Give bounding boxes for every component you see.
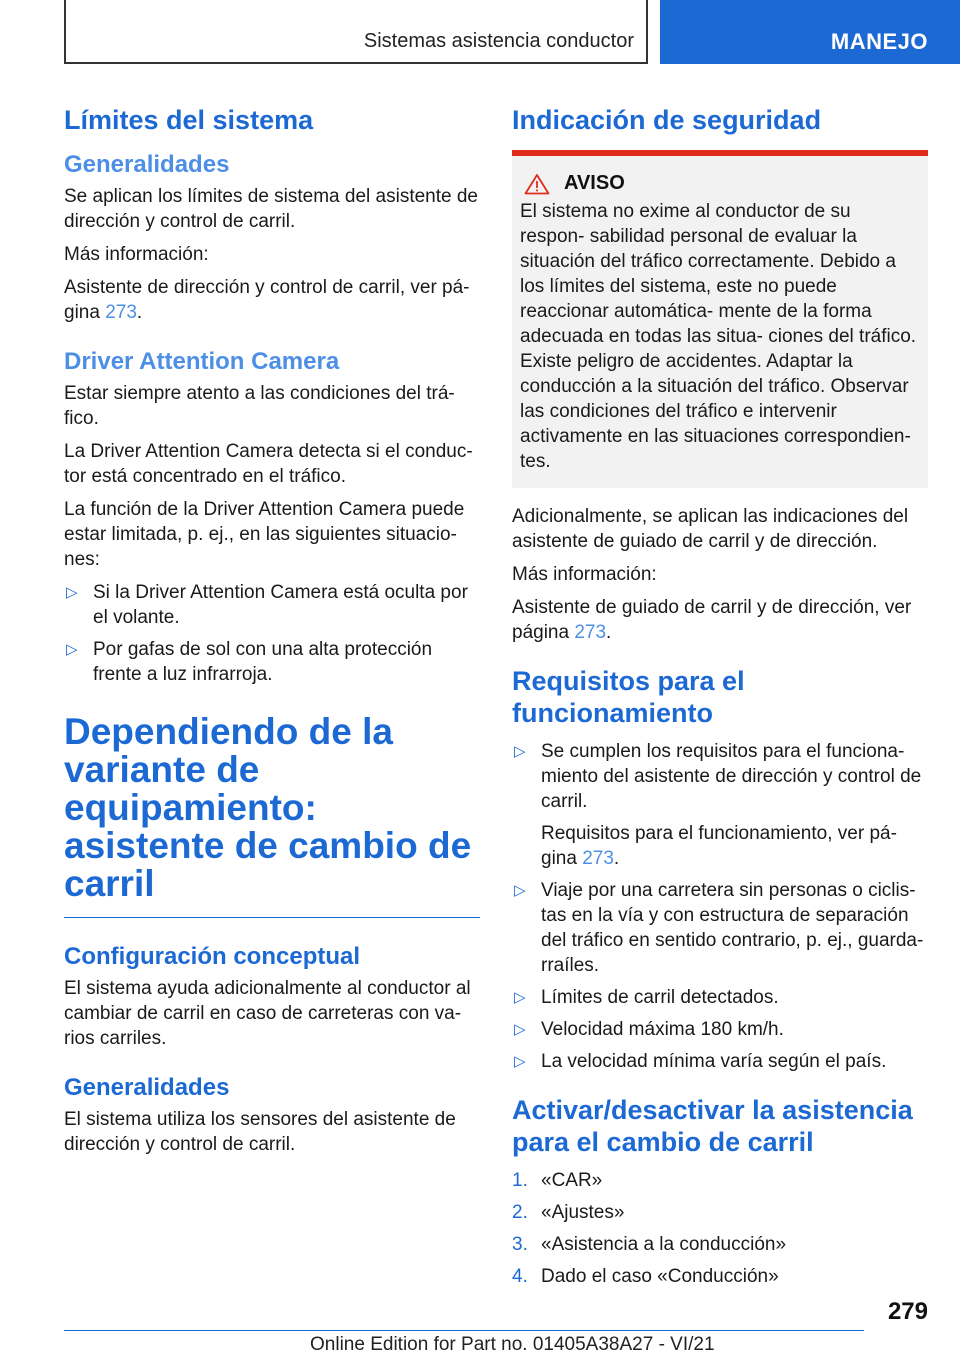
reference-text-1: Asistente de dirección y control de carril, ver pá‐ gina <box>64 277 470 323</box>
header-tab[interactable] <box>660 0 960 64</box>
header-section-title: Sistemas asistencia conductor <box>363 30 634 52</box>
list-item <box>512 1049 928 1074</box>
footer-divider <box>64 1330 864 1331</box>
triangle-bullet-icon: ▷ <box>514 882 526 899</box>
left-column <box>64 100 480 1165</box>
list-item-text: Se cumplen los requisitos para el funciona‐ miento del asistente de dirección y control de carril. <box>541 741 922 812</box>
heading-activar-desactivar: Activar/desactivar la asistencia para el cambio de carril <box>512 1095 913 1157</box>
right-column <box>512 100 928 1296</box>
paragraph-reference-2: Asistente de guiado de carril y de dirección, ver página 273. <box>512 597 912 643</box>
list-item <box>512 878 928 978</box>
triangle-bullet-icon: ▷ <box>514 743 526 760</box>
step-number: 2. <box>512 1202 528 1223</box>
paragraph-dac-2: La Driver Attention Camera detecta si el conduc‐ tor está concentrado en el tráfico. <box>64 441 473 487</box>
step-number: 4. <box>512 1266 528 1287</box>
list-item-text: Si la Driver Attention Camera está oculta por el volante. <box>93 582 468 628</box>
heading-configuracion-conceptual: Configuración conceptual <box>64 943 361 970</box>
warning-triangle-icon <box>524 173 550 195</box>
step-item <box>512 1232 928 1257</box>
step-text: «CAR» <box>541 1170 603 1191</box>
list-item-text: Viaje por una carretera sin personas o ciclis‐ tas en la vía y con estructura de separación del tráfico en sentido contrario, p. ej., guarda‐ rraíles. <box>541 880 924 976</box>
triangle-bullet-icon: ▷ <box>66 584 78 601</box>
paragraph-generalidades-2: El sistema utiliza los sensores del asistente de dirección y control de carril. <box>64 1109 456 1155</box>
page-link-273[interactable]: 273 <box>574 622 607 643</box>
page-link-273[interactable]: 273 <box>105 302 137 323</box>
list-item <box>64 637 480 687</box>
steps-list <box>512 1168 928 1289</box>
step-item <box>512 1200 928 1225</box>
paragraph-generalidades-1: Se aplican los límites de sistema del asistente de dirección y control de carril. <box>64 186 478 232</box>
dac-bullet-list <box>64 580 480 687</box>
triangle-bullet-icon: ▷ <box>514 1021 526 1038</box>
list-item <box>512 985 928 1010</box>
heading-limites-sistema: Límites del sistema <box>64 105 314 135</box>
heading-indicacion-seguridad: Indicación de seguridad <box>512 105 822 135</box>
heading-lane-change-assistant: Dependiendo de la variante de equipamiento: asistente de cambio de carril <box>64 711 472 904</box>
step-number: 1. <box>512 1170 528 1191</box>
step-item <box>512 1264 928 1289</box>
paragraph-configuracion: El sistema ayuda adicionalmente al conductor al cambiar de carril en caso de carreteras con va‐ rios carriles. <box>64 978 471 1049</box>
heading-generalidades-2: Generalidades <box>64 1074 230 1101</box>
header-section-box <box>64 0 648 64</box>
triangle-bullet-icon: ▷ <box>66 641 78 658</box>
footer-edition: Online Edition for Part no. 01405A38A27 - VI/21 <box>310 1334 715 1355</box>
paragraph-dac-1: Estar siempre atento a las condiciones del trá‐ fico. <box>64 383 455 429</box>
warning-header <box>520 172 920 195</box>
heading-driver-attention-camera: Driver Attention Camera <box>64 348 340 375</box>
step-item <box>512 1168 928 1193</box>
page-link-273[interactable]: 273 <box>582 848 614 869</box>
warning-title: AVISO <box>564 172 625 194</box>
paragraph-mas-informacion-1: Más información: <box>64 244 209 265</box>
list-item <box>64 580 480 630</box>
warning-box <box>512 150 928 488</box>
step-text: «Asistencia a la conducción» <box>541 1234 787 1255</box>
list-item-text: Velocidad máxima 180 km/h. <box>541 1019 784 1040</box>
page-number: 279 <box>887 1298 928 1325</box>
paragraph-adicionalmente: Adicionalmente, se aplican las indicaciones del asistente de guiado de carril y de dirección. <box>512 506 909 552</box>
list-item-text: La velocidad mínima varía según el país. <box>541 1051 887 1072</box>
heading-generalidades-1: Generalidades <box>64 151 230 178</box>
requisitos-bullet-list <box>512 739 928 1074</box>
paragraph-reference-1: Asistente de dirección y control de carril, ver pá‐ gina 273. <box>64 277 470 323</box>
heading-divider <box>64 917 480 918</box>
reference-text-2: Asistente de guiado de carril y de dirección, ver página <box>512 597 912 643</box>
list-item-subtext-label: Requisitos para el funcionamiento, ver pá‐ gina <box>541 823 897 869</box>
paragraph-dac-3: La función de la Driver Attention Camera puede estar limitada, p. ej., en las siguientes situacio‐ nes: <box>64 499 465 570</box>
list-item-text: Por gafas de sol con una alta protección frente a luz infrarroja. <box>93 639 433 685</box>
list-item <box>512 1017 928 1042</box>
triangle-bullet-icon: ▷ <box>514 1053 526 1070</box>
list-item-subtext: Requisitos para el funcionamiento, ver pá‐ gina 273. <box>541 823 897 869</box>
heading-requisitos: Requisitos para el funcionamiento <box>512 666 745 728</box>
list-item-text: Límites de carril detectados. <box>541 987 779 1008</box>
warning-text: El sistema no exime al conductor de su respon‐ sabilidad personal de evaluar la situación del tráfico correctamente. Debido a los límites del sistema, este no puede reaccionar automática‐ mente de la forma adecuada en todas las situa‐ ciones del tráfico. Existe peligro de accidentes. Adaptar la conducción a la situación del tráfico. Observar las condiciones del tráfico e intervenir activamente en las situaciones correspondien‐ tes. <box>520 201 917 472</box>
step-text: «Ajustes» <box>541 1202 625 1223</box>
header-tab-label: MANEJO <box>830 29 928 54</box>
step-text: Dado el caso «Conducción» <box>541 1266 779 1287</box>
step-number: 3. <box>512 1234 528 1255</box>
triangle-bullet-icon: ▷ <box>514 989 526 1006</box>
paragraph-mas-informacion-2: Más información: <box>512 564 657 585</box>
list-item <box>512 739 928 871</box>
